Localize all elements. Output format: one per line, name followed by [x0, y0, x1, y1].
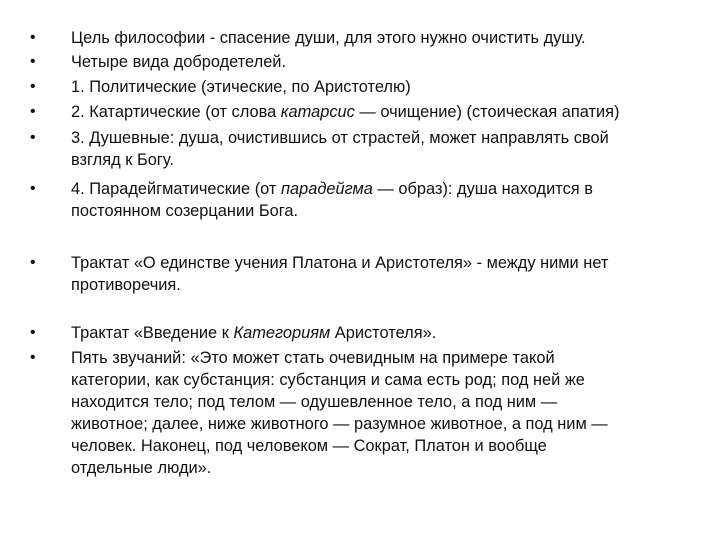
bullet-marker: •: [30, 180, 36, 197]
text-line: постоянном созерцании Бога.: [71, 202, 298, 220]
text-line: категории, как субстанция: субстанция и сама есть род; под ней же: [71, 371, 585, 389]
text-line: находится тело; под телом — одушевленное тело, а под ним —: [71, 393, 558, 411]
text-line: Пять звучаний: «Это может стать очевидным на примере такой: [71, 349, 555, 367]
text-line: взгляд к Богу.: [71, 151, 174, 169]
text-line: 3. Душевные: душа, очистившись от страстей, может направлять свой: [71, 129, 609, 147]
item-text: [71, 101, 681, 123]
bullet-marker: •: [30, 254, 36, 271]
item-text: [71, 178, 681, 222]
text-line: Цель философии - спасение души, для этого нужно очистить душу.: [71, 29, 586, 47]
text-line: животное; далее, ниже животного — разумное животное, а под ним —: [71, 415, 608, 433]
item-text: [71, 127, 681, 171]
bullet-marker: •: [30, 129, 36, 146]
text-segment: Трактат «Введение к: [71, 324, 234, 342]
italic-term: катарсис: [280, 103, 355, 121]
item-text: [71, 27, 681, 49]
bullet-marker: •: [30, 324, 36, 341]
text-line: 1. Политические (этические, по Аристотелю): [71, 78, 411, 96]
italic-term: парадейгма: [280, 180, 373, 198]
item-text: [71, 347, 681, 479]
item-text: [71, 252, 681, 296]
bullet-marker: •: [30, 103, 36, 120]
text-line: [71, 322, 681, 344]
text-line: Трактат «О единстве учения Платона и Аристотеля» - между ними нет: [71, 254, 609, 272]
text-segment: — образ): душа находится в: [372, 180, 593, 198]
item-text: [71, 322, 681, 344]
item-text: [71, 76, 681, 98]
text-line: [71, 178, 681, 200]
text-line: человек. Наконец, под человеком — Сократ, Платон и вообще: [71, 437, 547, 455]
bullet-marker: •: [30, 29, 36, 46]
item-text: [71, 51, 681, 73]
italic-term: Категориям: [233, 324, 331, 342]
text-segment: 4. Парадейгматические (от: [71, 180, 281, 198]
text-segment: 2. Катартические (от слова: [71, 103, 281, 121]
text-line: Четыре вида добродетелей.: [71, 53, 287, 71]
text-line: противоречия.: [71, 276, 181, 294]
text-line: [71, 101, 681, 123]
text-segment: Аристотеля».: [330, 324, 437, 342]
text-line: отдельные люди».: [71, 459, 212, 477]
text-segment: — очищение) (стоическая апатия): [354, 103, 620, 121]
bullet-marker: •: [30, 78, 36, 95]
bullet-marker: •: [30, 349, 36, 366]
bullet-marker: •: [30, 53, 36, 70]
